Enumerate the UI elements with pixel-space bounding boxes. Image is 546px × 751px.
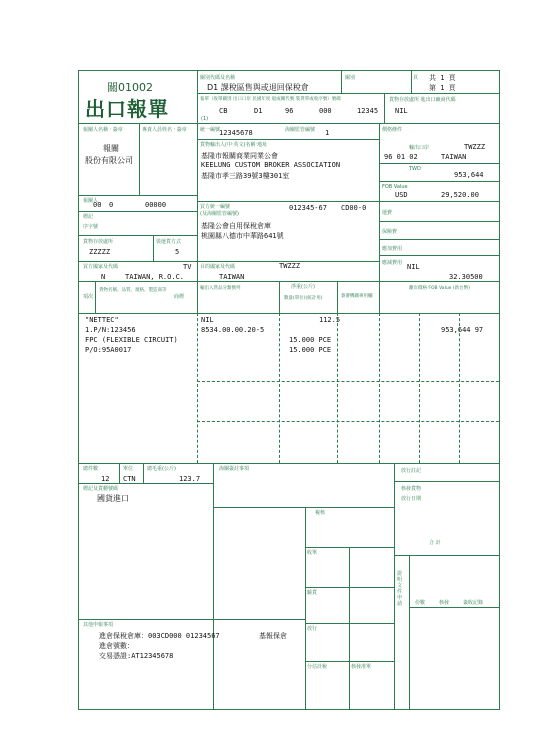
- approve-label: 核發准單: [351, 664, 372, 670]
- other-items-label: 其他申報事項: [83, 622, 114, 628]
- trade-date: 96 01 02: [384, 153, 418, 161]
- total-unit: CTN: [123, 475, 136, 483]
- seq-label: (1): [201, 116, 209, 122]
- code-a: 00: [93, 201, 102, 209]
- warehouse-number: 進倉號數：: [99, 642, 134, 650]
- package-count: 5: [175, 248, 180, 256]
- target-country: TAIWAN: [219, 273, 245, 281]
- page-total: 共 1 頁: [429, 74, 456, 82]
- transport-tv: TV: [183, 263, 192, 271]
- broker-name-2: 股份有限公司: [85, 156, 133, 165]
- item-line-3: P/O:95A0017: [85, 346, 132, 354]
- add-cost-label: 應加費用: [382, 246, 403, 252]
- inspect-label: 驗貨: [307, 590, 318, 596]
- form-title: 出口報單: [85, 97, 169, 121]
- broker-label: 報關人: [83, 198, 99, 204]
- item-line-2: FPC (FLEXIBLE CIRCUIT): [85, 336, 178, 344]
- col-net-weight: 淨重(公斤): [291, 284, 315, 290]
- tax-label: 分估計稅: [307, 664, 328, 670]
- term-code: TWZZZ: [464, 143, 486, 151]
- fob-currency: USD: [395, 191, 408, 199]
- tax-id: 12345678: [219, 129, 253, 137]
- buyer-id: 012345-67: [289, 204, 327, 212]
- customs-label: 關別: [345, 75, 356, 81]
- decl-12345: 12345: [357, 107, 379, 115]
- country-code: N: [101, 273, 106, 281]
- consignee-name-1: 基隆公會自用保稅倉庫: [201, 222, 271, 230]
- fob-value: 29,520.00: [441, 191, 479, 199]
- col-cond: 簽審機關專用欄: [341, 294, 373, 299]
- country-name: TAIWAN, R.O.C.: [125, 273, 185, 281]
- bill-code: ZZZZZ: [89, 248, 111, 256]
- buyer-country-label: 買方國家及代碼: [83, 264, 119, 270]
- form-code: 關01002: [107, 81, 153, 94]
- col-brand: 商標: [174, 294, 185, 300]
- twd-value: 953,644: [454, 171, 484, 179]
- decl-nil: NIL: [395, 107, 408, 115]
- exporter-addr-label: 貨物輸出人(中‧英文)名稱‧地址: [200, 142, 268, 148]
- buyer-sub-label: (及海關監管編號): [200, 211, 239, 217]
- export-declaration-form: [78, 70, 500, 710]
- cert-label: 證明文件申請: [397, 571, 403, 607]
- ship-label: 裝運貨方式: [156, 239, 182, 245]
- exchange-rate: 32.30500: [449, 273, 483, 281]
- port-label: 關別代碼及名稱: [200, 75, 236, 81]
- decl-000: 000: [319, 107, 332, 115]
- twd-label: TWD: [409, 166, 421, 172]
- exporter-addr-3: 基隆市孝三路39號3樓301室: [201, 172, 290, 180]
- port-value: D1 課稅區售與或退回保稅倉: [207, 83, 309, 92]
- col-description: 貨物名稱、品質、規格、製造商等: [99, 288, 167, 293]
- page-label: 頁: [413, 75, 419, 81]
- total-unit-label: 單位: [123, 466, 134, 472]
- origin-mark: 國貨進口: [97, 494, 129, 503]
- brand-mark: "NETTEC": [85, 316, 119, 324]
- target-code: TWZZZ: [279, 262, 301, 270]
- broker-stamp: 基報保倉: [259, 632, 287, 640]
- decl-d1: D1: [254, 107, 263, 115]
- clause-label: 貨物存放處所 進出口廠商代碼: [389, 97, 456, 103]
- issue-label: 核發: [439, 600, 450, 606]
- item-value: 953,644 97: [441, 326, 484, 334]
- insurance-label: 保險費: [382, 229, 398, 235]
- copies-label: 份數: [415, 600, 426, 606]
- total-label: 合 計: [429, 540, 441, 546]
- pass-date-label: 放行日期: [401, 496, 422, 502]
- decl-96: 96: [285, 107, 294, 115]
- receive-label: 收單: [307, 550, 318, 556]
- mark-note-label: 標記及貨櫃號碼: [83, 486, 119, 492]
- tax-id-label: 統一編號: [200, 127, 221, 133]
- trade-dest: TAIWAN: [441, 153, 467, 161]
- gross-weight-label: 總毛重(公斤): [147, 466, 176, 472]
- release2-label: 放行: [307, 626, 318, 632]
- consignee-name-2: 桃園縣八德市中華路641號: [201, 232, 284, 240]
- release-label: 放行註記: [401, 468, 422, 474]
- bill-label: 貨物存放處所: [83, 239, 114, 245]
- receipt-label: 簽收記錄: [463, 600, 484, 606]
- deduct-cost-label: 應減費用: [382, 260, 403, 266]
- seq-no-label: 序字號: [83, 224, 99, 230]
- item-ccc: 8534.00.00.20-5: [201, 326, 265, 334]
- total-pkgs-label: 總件數: [83, 466, 99, 472]
- trade-voucher: 交易憑證:AT12345678: [99, 652, 174, 660]
- decl-cb: CB: [219, 107, 228, 115]
- dest-label: 輸出口岸: [409, 145, 430, 151]
- broker-name-label: 報關人名稱 ‧ 簽章: [83, 127, 123, 133]
- code-c: 00000: [145, 201, 167, 209]
- code-b: 0: [109, 201, 114, 209]
- term-label: 價格條件: [382, 127, 403, 133]
- verify-label: 核發貨物: [401, 486, 422, 492]
- col-fob: 離岸價格 FOB Value (新台幣): [409, 286, 470, 291]
- declaration-no-label: 報單（收單關別 出口口岸 民國年度 船或關代號 裝貨單或收序號）號碼: [200, 97, 341, 102]
- bonded-warehouse: 進倉保稅倉庫：003CD000 01234567: [99, 632, 220, 640]
- sea-value: 1: [325, 129, 330, 137]
- broker-name-1: 報關: [103, 144, 119, 153]
- fob-label: FOB Value: [382, 184, 408, 190]
- exporter-addr-2: KEELUNG CUSTOM BROKER ASSOCIATION: [201, 161, 341, 169]
- col-quantity: 數量(單位)(統計用): [284, 296, 323, 301]
- item-line-1: 1.P/N:123456: [85, 326, 136, 334]
- gross-weight: 123.7: [179, 475, 201, 483]
- check-label: 複核: [315, 510, 326, 516]
- responsible-label: 專責人員姓名 ‧ 簽章: [142, 127, 187, 133]
- item-nil: NIL: [201, 316, 214, 324]
- item-qty-1: 15.000 PCE: [289, 336, 332, 344]
- freight-label: 運費: [382, 210, 393, 216]
- buyer-id-label: 買方統一編號: [200, 204, 231, 210]
- customs-note-label: 海關簽註事項: [219, 466, 250, 472]
- page-number: 第 1 頁: [429, 84, 456, 92]
- item-qty-2: 15.000 PCE: [289, 346, 332, 354]
- exporter-addr-1: 基隆市報關商業同業公會: [201, 152, 278, 160]
- target-label: 目的國家及代碼: [200, 264, 236, 270]
- sea-label: 海關監管編號: [285, 127, 316, 133]
- total-packages: 12: [101, 475, 110, 483]
- buyer-id-tail: CD00-0: [341, 204, 367, 212]
- col-item: 項次: [83, 294, 94, 300]
- item-weight: 112.5: [319, 316, 341, 324]
- mark-label: 標記: [83, 214, 94, 220]
- col-ccc: 輸出入貨品分類號列: [200, 286, 241, 291]
- route-nil: NIL: [407, 263, 420, 271]
